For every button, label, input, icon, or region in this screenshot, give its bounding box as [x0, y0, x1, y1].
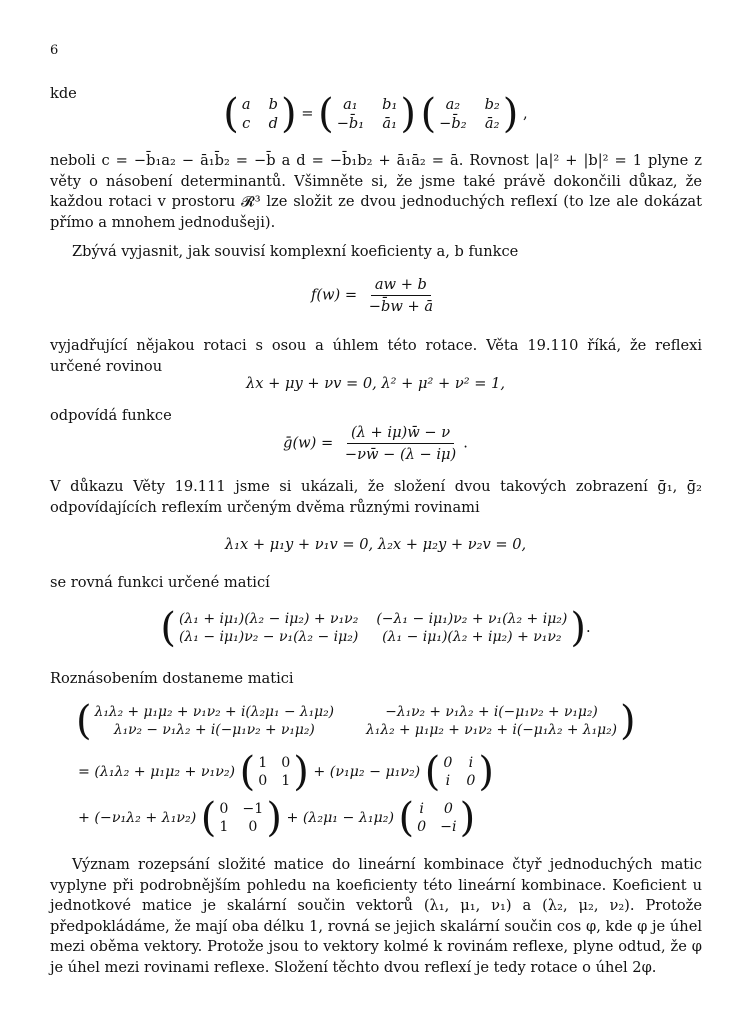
- matrix-cell: 1: [258, 755, 268, 771]
- matrix-a1b1: ( a₁ b₁ −b̄₁ ā₁ ): [318, 91, 416, 137]
- matrix-cell: −1: [242, 801, 264, 817]
- matrix-cell: 1: [219, 819, 229, 835]
- equation-6: [0, 605, 751, 651]
- equation-7: [76, 698, 636, 744]
- equation-8: [78, 749, 495, 795]
- matrix-cell: (λ₁ − iμ₁)ν₂ − ν₁(λ₂ − iμ₂): [178, 629, 359, 645]
- matrix-i-offdiag: ( 0 i i 0 ): [424, 749, 495, 795]
- matrix-cell: ā₁: [382, 115, 397, 132]
- paragraph-1: neboli c = −b̄₁a₂ − ā₁b̄₂ = −b̄ a d = −b̄₁b₂ + ā₁ā₂ = ā. Rovnost |a|² + |b|² = 1 plyne z věty o násobení determinantů. Všimněte si, že jsme také právě dokončili důkaz, že každou rotaci v prostoru 𝓡³ lze složit ze dvou jednoduchých reflexí (to lze ale dokázat přímo a mnohem jednodušeji).: [50, 152, 702, 231]
- equation-lhs: f(w) =: [310, 286, 358, 304]
- intro-word: kde: [50, 85, 77, 102]
- matrix-cell: d: [268, 115, 278, 132]
- matrix-cell: b: [268, 96, 278, 113]
- coefficient: + (λ₂μ₁ − λ₁μ₂): [286, 810, 395, 826]
- matrix-cell: b₂: [484, 96, 500, 113]
- matrix-cell: b₁: [382, 96, 398, 113]
- matrix-cell: 0: [281, 755, 291, 771]
- paragraph-3: vyjadřující nějakou rotaci s osou a úhlem této rotace. Věta 19.110 říká, že reflexi určené rovinou: [50, 337, 702, 375]
- equation-punct: ,: [523, 105, 528, 122]
- matrix-cell: 0: [219, 801, 229, 817]
- paragraph-8: Význam rozepsání složité matice do lineární kombinace čtyř jednoduchých matic vyplyne při podrobnějším pohledu na koeficienty této lineární kombinace. Koeficient u jednotkové matice je skalární součin vektorů (λ₁, μ₁, ν₁) a (λ₂, μ₂, ν₂). Protože předpokládáme, že mají oba délku 1, rovná se jejich skalární součin cos φ, kde φ je úhel mezi oběma vektory. Protože jsou to vektory kolmé k rovinám reflexe, plyne odtud, že φ je úhel mezi rovinami reflexe. Složení těchto dvou reflexí je tedy rotace o úhel 2φ.: [50, 856, 702, 976]
- equation-lhs: ḡ(w) =: [283, 434, 334, 452]
- matrix-cell: −i: [440, 819, 457, 835]
- equation-5: λ₁x + μ₁y + ν₁v = 0, λ₂x + μ₂y + ν₂v = 0,: [224, 536, 527, 553]
- matrix-cell: 0: [443, 801, 453, 817]
- matrix-cell: i: [419, 801, 424, 817]
- matrix-cell: a₂: [445, 96, 461, 113]
- matrix-cell: a: [241, 96, 251, 113]
- matrix-cell: i: [445, 773, 451, 789]
- matrix-composition: ( (λ₁ + iμ₁)(λ₂ − iμ₂) + ν₁ν₂ (−λ₁ − iμ₁)ν₂ + ν₁(λ₂ + iμ₂) (λ₁ − iμ₁)ν₂ − ν₁(λ₂ − iμ₂) (λ₁ − iμ₁)(λ₂ + iμ₂) + ν₁ν₂ ): [160, 605, 586, 651]
- matrix-cell: 0: [248, 819, 258, 835]
- matrix-a2b2: ( a₂ b₂ −b̄₂ ā₂ ): [420, 91, 519, 137]
- equation-1: ( a b c d ) = ( a₁ b₁ −b̄₁ ā₁ ) ( a₂ b₂ −b̄₂ ā₂ ) ,: [223, 91, 528, 137]
- paragraph-6: se rovná funkci určené maticí: [50, 574, 270, 591]
- matrix-cell: −λ₁ν₂ + ν₁λ₂ + i(−μ₁ν₂ + ν₁μ₂): [385, 704, 598, 720]
- matrix-cell: i: [468, 755, 474, 771]
- paragraph-4: odpovídá funkce: [50, 407, 172, 424]
- paragraph-7: Roznásobením dostaneme matici: [50, 670, 294, 687]
- matrix-cell: 1: [281, 773, 291, 789]
- matrix-cell: 0: [417, 819, 427, 835]
- equation-punct: .: [586, 619, 591, 636]
- fraction-numerator: aw + b: [371, 276, 431, 296]
- matrix-cell: a₁: [343, 96, 358, 113]
- equation-2: [0, 276, 751, 315]
- matrix-cell: 0: [258, 773, 268, 789]
- equation-9: [78, 795, 476, 841]
- equation-4: [0, 424, 751, 463]
- coefficient: + (−ν₁λ₂ + λ₁ν₂): [78, 810, 197, 826]
- matrix-cell: λ₁ν₂ − ν₁λ₂ + i(−μ₁ν₂ + ν₁μ₂): [113, 722, 315, 738]
- matrix-cell: 0: [466, 773, 476, 789]
- matrix-cell: −b̄₂: [439, 115, 467, 132]
- matrix-i-diag: ( i 0 0 −i ): [398, 795, 476, 841]
- matrix-cell: λ₁λ₂ + μ₁μ₂ + ν₁ν₂ + i(−μ₁λ₂ + λ₁μ₂): [366, 722, 618, 738]
- fraction-denominator: −b̄w + ā: [368, 298, 434, 315]
- matrix-rotation: ( 0 −1 1 0 ): [200, 795, 282, 841]
- matrix-cell: (−λ₁ − iμ₁)ν₂ + ν₁(λ₂ + iμ₂): [376, 611, 568, 627]
- paragraph-5: V důkazu Věty 19.111 jsme si ukázali, že složení dvou takových zobrazení ḡ₁, ḡ₂ odpovídajících reflexím určeným dvěma různými rovinami: [50, 478, 702, 516]
- fraction: [341, 424, 460, 463]
- matrix-abcd: ( a b c d ): [223, 91, 297, 137]
- fraction: [365, 276, 437, 315]
- fraction-numerator: (λ + iμ)w̄ − ν: [347, 424, 454, 444]
- paragraph-2: Zbývá vyjasnit, jak souvisí komplexní koeficienty a, b funkce: [72, 243, 519, 260]
- fraction-denominator: −νw̄ − (λ − iμ): [344, 446, 457, 463]
- matrix-identity: ( 1 0 0 1 ): [239, 749, 309, 795]
- matrix-cell: 0: [443, 755, 453, 771]
- matrix-cell: −b̄₁: [336, 115, 365, 132]
- matrix-cell: ā₂: [484, 115, 500, 132]
- page-number: 6: [50, 43, 59, 58]
- coefficient: = (λ₁λ₂ + μ₁μ₂ + ν₁ν₂): [78, 764, 236, 780]
- matrix-cell: λ₁λ₂ + μ₁μ₂ + ν₁ν₂ + i(λ₂μ₁ − λ₁μ₂): [94, 704, 335, 720]
- equation-3: λx + μy + νv = 0, λ² + μ² + ν² = 1,: [245, 375, 505, 392]
- coefficient: + (ν₁μ₂ − μ₁ν₂): [313, 764, 421, 780]
- matrix-cell: (λ₁ − iμ₁)(λ₂ + iμ₂) + ν₁ν₂: [382, 629, 562, 645]
- matrix-cell: c: [242, 115, 251, 132]
- matrix-cell: (λ₁ + iμ₁)(λ₂ − iμ₂) + ν₁ν₂: [178, 611, 359, 627]
- matrix-expanded: ( λ₁λ₂ + μ₁μ₂ + ν₁ν₂ + i(λ₂μ₁ − λ₁μ₂) −λ₁ν₂ + ν₁λ₂ + i(−μ₁ν₂ + ν₁μ₂) λ₁ν₂ − ν₁λ₂ + i(−μ₁ν₂ + ν₁μ₂) λ₁λ₂ + μ₁μ₂ + ν₁ν₂ + i(−μ₁λ₂ + λ₁μ₂) ): [76, 698, 636, 744]
- equation-punct: .: [463, 434, 468, 452]
